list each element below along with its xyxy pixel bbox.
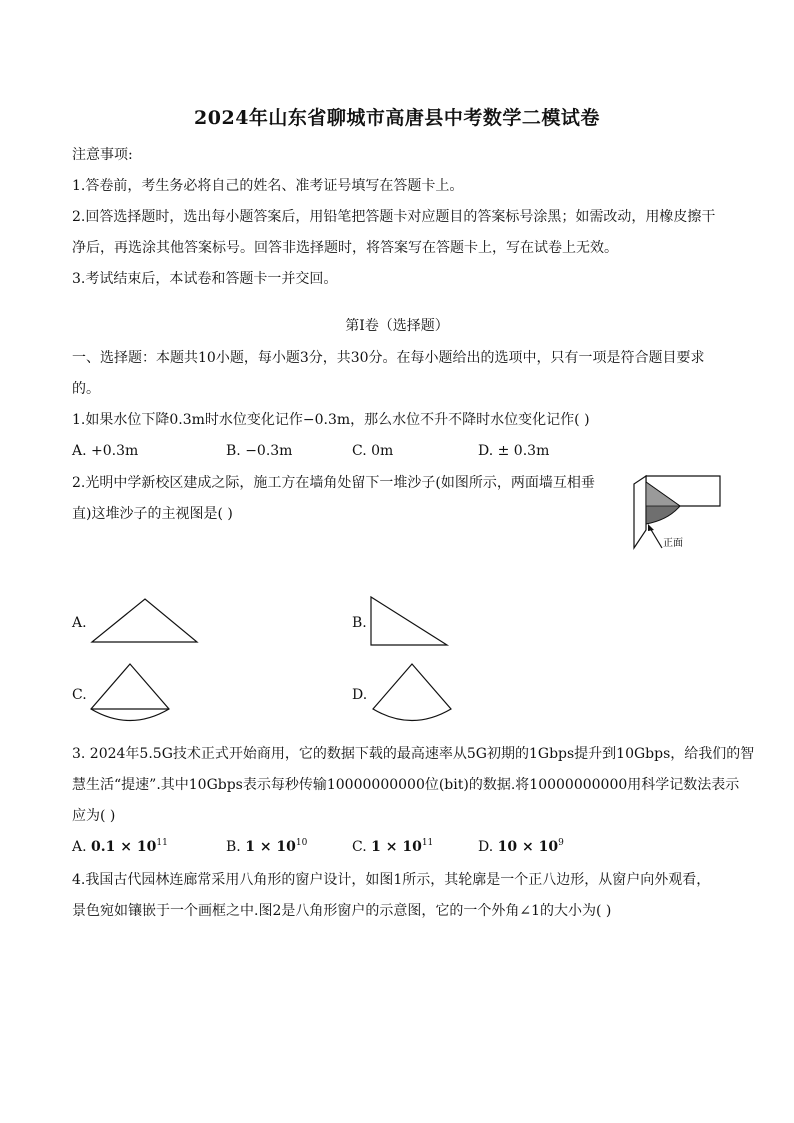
notice-item-1: 1.答卷前，考生务必将自己的姓名、准考证号填写在答题卡上。 bbox=[72, 178, 464, 194]
notice-heading: 注意事项: bbox=[72, 147, 133, 163]
notice-item-2: 2.回答选择题时，选出每小题答案后，用铅笔把答题卡对应题目的答案标号涂黑；如需改动，用橡皮擦干 bbox=[72, 209, 716, 225]
q3-text-line1: 3. 2024年5.5G技术正式开始商用，它的数据下载的最高速率从5G初期的1Gbps提升到10Gbps，给我们的智 bbox=[72, 746, 755, 762]
q2-text-line2: 直)这堆沙子的主视图是( ) bbox=[72, 506, 233, 522]
q3-option-d-label: D. bbox=[478, 839, 494, 855]
exam-title: 2024年山东省聊城市高唐县中考数学二模试卷 bbox=[194, 107, 600, 129]
q3-option-b-base: 1 × 10 bbox=[245, 839, 296, 855]
q3-option-a bbox=[72, 838, 168, 856]
q1-option-a: A. +0.3m bbox=[72, 443, 139, 459]
q1-text: 1.如果水位下降0.3m时水位变化记作−0.3m，那么水位不升不降时水位变化记作( ) bbox=[72, 412, 590, 428]
part1-instructions-cont: 的。 bbox=[72, 381, 100, 397]
q2-option-d-figure bbox=[370, 662, 454, 726]
front-view-label: 正面 bbox=[663, 538, 683, 549]
q1-option-b: B. −0.3m bbox=[226, 443, 293, 459]
q3-text-line3: 应为( ) bbox=[72, 808, 116, 824]
q2-option-a-label: A. bbox=[72, 615, 87, 631]
q3-option-b-label: B. bbox=[226, 839, 241, 855]
q2-option-c-figure bbox=[88, 662, 172, 726]
q2-option-c-label: C. bbox=[72, 687, 87, 703]
q2-option-a-figure bbox=[90, 596, 200, 644]
q1-option-d: D. ± 0.3m bbox=[478, 443, 550, 459]
q3-option-a-exp: 11 bbox=[156, 838, 168, 848]
q2-option-d-label: D. bbox=[352, 687, 368, 703]
notice-item-2-cont: 净后，再选涂其他答案标号。回答非选择题时，将答案写在答题卡上，写在试卷上无效。 bbox=[72, 240, 618, 256]
q3-text-line2: 慧生活“提速”.其中10Gbps表示每秒传输10000000000位(bit)的数据.将10000000000用科学记数法表示 bbox=[72, 777, 740, 793]
q4-text-line2: 景色宛如镶嵌于一个画框之中.图2是八角形窗户的示意图，它的一个外角∠1的大小为( ) bbox=[72, 903, 612, 919]
notice-item-3: 3.考试结束后，本试卷和答题卡一并交回。 bbox=[72, 271, 338, 287]
q3-option-b-exp: 10 bbox=[295, 838, 308, 848]
q2-option-b-label: B. bbox=[352, 615, 367, 631]
q3-option-a-base: 0.1 × 10 bbox=[91, 839, 157, 855]
q3-option-d-base: 10 × 10 bbox=[497, 839, 559, 855]
q3-option-c-exp: 11 bbox=[421, 838, 434, 848]
q3-option-d bbox=[478, 838, 564, 856]
q1-option-c: C. 0m bbox=[352, 443, 394, 459]
q3-option-c-label: C. bbox=[352, 839, 367, 855]
sand-pile-figure bbox=[628, 470, 724, 556]
q3-option-c-base: 1 × 10 bbox=[371, 839, 422, 855]
q3-option-d-exp: 9 bbox=[558, 838, 564, 848]
q2-text-line1: 2.光明中学新校区建成之际，施工方在墙角处留下一堆沙子(如图所示，两面墙互相垂 bbox=[72, 475, 595, 491]
q3-option-b bbox=[226, 838, 307, 856]
q2-option-b-figure bbox=[368, 594, 450, 648]
q3-option-c bbox=[352, 838, 433, 856]
part1-instructions: 一、选择题：本题共10小题，每小题3分，共30分。在每小题给出的选项中，只有一项是符合题目要求 bbox=[72, 350, 705, 366]
q4-text-line1: 4.我国古代园林连廊常采用八角形的窗户设计，如图1所示，其轮廓是一个正八边形，从窗户向外观看， bbox=[72, 872, 711, 888]
q3-option-a-label: A. bbox=[72, 839, 87, 855]
section-title: 第Ⅰ卷（选择题） bbox=[345, 318, 449, 334]
